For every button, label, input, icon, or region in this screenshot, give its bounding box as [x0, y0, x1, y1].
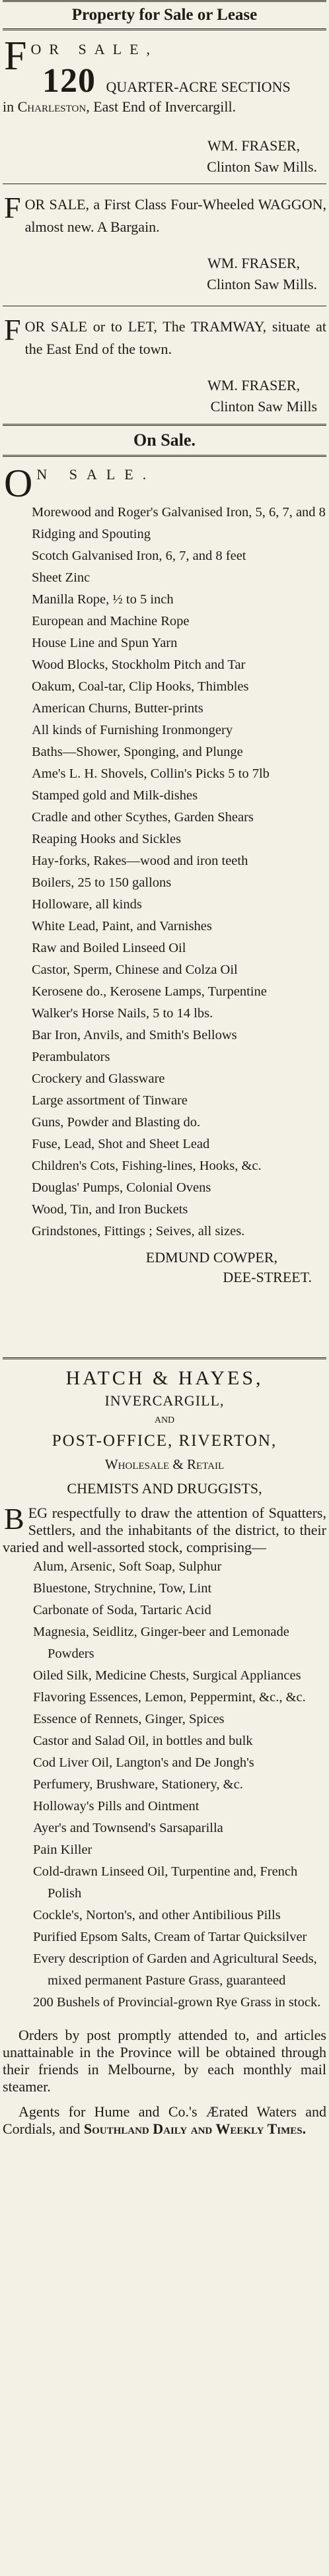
town-name: Charleston: [17, 98, 87, 115]
signer: WM. FRASER,: [207, 377, 300, 393]
list-item: Raw and Boiled Linseed Oil: [32, 941, 186, 955]
signer-place: Clinton Saw Mills.: [207, 158, 317, 175]
item-list: [3, 1556, 326, 2014]
drop-cap: F: [4, 313, 21, 347]
list-item: Sheet Zinc: [32, 570, 91, 585]
signer-place: DEE-STREET.: [223, 1269, 312, 1285]
section-count: 120: [42, 62, 96, 100]
list-item: Perambulators: [32, 1050, 110, 1064]
signer-place: Clinton Saw Mills.: [207, 276, 317, 292]
and-word: AND: [154, 1415, 175, 1425]
list-item: Stamped gold and Milk-dishes: [32, 788, 198, 803]
advert-waggon: [3, 184, 326, 306]
list-item: Flavoring Essences, Lemon, Peppermint, &c., &c.: [33, 1690, 306, 1705]
list-item: Baths—Shower, Sponging, and Plunge: [32, 745, 243, 759]
list-item: Ridging and Spouting: [32, 527, 151, 541]
advert-tramway: [3, 306, 326, 424]
list-item: House Line and Spun Yarn: [32, 636, 178, 650]
list-item: Ayer's and Townsend's Sarsaparilla: [33, 1821, 223, 1835]
list-item: Morewood and Roger's Galvanised Iron, 5, 6, 7, and 8: [32, 505, 326, 520]
advert-chemists: [3, 1359, 326, 2138]
list-item: American Churns, Butter-prints: [32, 701, 203, 716]
section-title: On Sale.: [133, 430, 196, 450]
list-item: Wood Blocks, Stockholm Pitch and Tar: [32, 658, 246, 672]
section-title: Property for Sale or Lease: [71, 6, 258, 24]
list-item: Oiled Silk, Medicine Chests, Surgical Appliances: [33, 1668, 301, 1683]
list-item: Fuse, Lead, Shot and Sheet Lead: [32, 1137, 210, 1151]
list-item: Reaping Hooks and Sickles: [32, 832, 182, 846]
list-item: White Lead, Paint, and Varnishes: [32, 919, 212, 933]
trade-line: Wholesale & Retail: [104, 1456, 225, 1472]
list-item: Magnesia, Seidlitz, Ginger-beer and Lemonade Powders: [33, 1625, 289, 1661]
list-item: Oakum, Coal-tar, Clip Hooks, Thimbles: [32, 679, 249, 694]
list-item: Walker's Horse Nails, 5 to 14 lbs.: [32, 1006, 213, 1021]
intro-text: BEG respectfully to draw the attention of Squatters, Settlers, and the inhabitants of the district, to their varied and well-assorted stock, comprising—: [3, 1502, 326, 1555]
drop-cap: F: [4, 191, 21, 224]
list-item: Hay-forks, Rakes—wood and iron teeth: [32, 854, 248, 868]
firm-town: INVERCARGILL,: [104, 1392, 225, 1409]
list-item: Cod Liver Oil, Langton's and De Jongh's: [33, 1755, 254, 1770]
profession-line: CHEMISTS AND DRUGGISTS,: [67, 1480, 262, 1497]
advert-text: FOR SALE, a First Class Four-Wheeled WAGGON, almost new. A Bargain.: [4, 191, 326, 235]
drop-cap: O: [4, 461, 33, 505]
signer: WM. FRASER,: [207, 137, 300, 154]
list-item: Grindstones, Fittings ; Seives, all sizes.: [32, 1224, 245, 1238]
list-item: Cradle and other Scythes, Garden Shears: [32, 810, 254, 825]
list-item: Holloware, all kinds: [32, 897, 142, 912]
list-item: Purified Epsom Salts, Cream of Tartar Quicksilver: [33, 1930, 307, 1944]
list-item: Perfumery, Brushware, Stationery, &c.: [33, 1777, 243, 1792]
list-item: Bar Iron, Anvils, and Smith's Bellows: [32, 1028, 237, 1042]
offer-text: QUARTER-ACRE SECTIONS: [106, 79, 291, 95]
list-item: Holloway's Pills and Ointment: [33, 1799, 200, 1813]
list-item: All kinds of Furnishing Ironmongery: [32, 723, 233, 737]
firm-name: HATCH & HAYES,: [65, 1367, 264, 1389]
drop-cap: B: [4, 1502, 24, 1536]
list-item: European and Machine Rope: [32, 614, 190, 628]
advert-heading: N SALE.: [36, 466, 156, 483]
agents-text: Agents for Hume and Co.'s Ærated Waters and Cordials, and Southland Daily and Weekly Times.: [3, 2103, 326, 2137]
list-item: Crockery and Glassware: [32, 1071, 165, 1086]
paper-name: Southland Daily and Weekly Times.: [83, 2120, 307, 2137]
advert-heading: OR SALE,: [30, 41, 159, 57]
advert-sections: [3, 30, 326, 184]
list-item: Carbonate of Soda, Tartaric Acid: [33, 1603, 211, 1617]
list-item: Every description of Garden and Agricultural Seeds, mixed permanent Pasture Grass, guaranteed: [33, 1951, 317, 1988]
list-item: Boilers, 25 to 150 gallons: [32, 875, 172, 890]
list-item: Pain Killer: [33, 1843, 92, 1857]
drop-cap: F: [4, 34, 27, 79]
list-item: Wood, Tin, and Iron Buckets: [32, 1202, 188, 1217]
list-item: Children's Cots, Fishing-lines, Hooks, &c.: [32, 1159, 262, 1173]
list-item: Guns, Powder and Blasting do.: [32, 1115, 201, 1130]
list-item: 200 Bushels of Provincial-grown Rye Grass in stock.: [33, 1995, 321, 2010]
list-item: Ame's L. H. Shovels, Collin's Picks 5 to 7lb: [32, 766, 270, 781]
list-item: Essence of Rennets, Ginger, Spices: [33, 1712, 225, 1726]
advert-location: in Charleston, East End of Invercargill.: [3, 98, 237, 115]
list-item: Cockle's, Norton's, and other Antibilious Pills: [33, 1908, 281, 1922]
advert-ironmongery: [3, 457, 326, 1357]
list-item: Alum, Arsenic, Soft Soap, Sulphur: [33, 1559, 222, 1574]
list-item: Manilla Rope, ½ to 5 inch: [32, 592, 174, 607]
signer-place: Clinton Saw Mills: [210, 398, 317, 415]
signer: WM. FRASER,: [207, 255, 300, 271]
list-item: Scotch Galvanised Iron, 6, 7, and 8 feet: [32, 549, 246, 563]
list-item: Large assortment of Tinware: [32, 1093, 188, 1108]
list-item: Douglas' Pumps, Colonial Ovens: [32, 1180, 211, 1195]
signer: EDMUND COWPER,: [145, 1249, 277, 1266]
advert-offer: [3, 62, 326, 100]
advert-text: FOR SALE or to LET, The TRAMWAY, situate at the East End of the town.: [4, 313, 326, 357]
list-item: Castor, Sperm, Chinese and Colza Oil: [32, 963, 238, 977]
list-item: Bluestone, Strychnine, Tow, Lint: [33, 1581, 212, 1596]
list-item: Castor and Salad Oil, in bottles and bulk: [33, 1734, 253, 1748]
item-list: [3, 502, 326, 1242]
list-item: Cold-drawn Linseed Oil, Turpentine and, French Polish: [33, 1864, 298, 1901]
firm-town: POST-OFFICE, RIVERTON,: [52, 1432, 277, 1450]
list-item: Kerosene do., Kerosene Lamps, Turpentine: [32, 984, 267, 999]
orders-text: Orders by post promptly attended to, and articles unattainable in the Province will be obtained through their friends in Melbourne, by each monthly mail steamer.: [3, 2027, 326, 2095]
